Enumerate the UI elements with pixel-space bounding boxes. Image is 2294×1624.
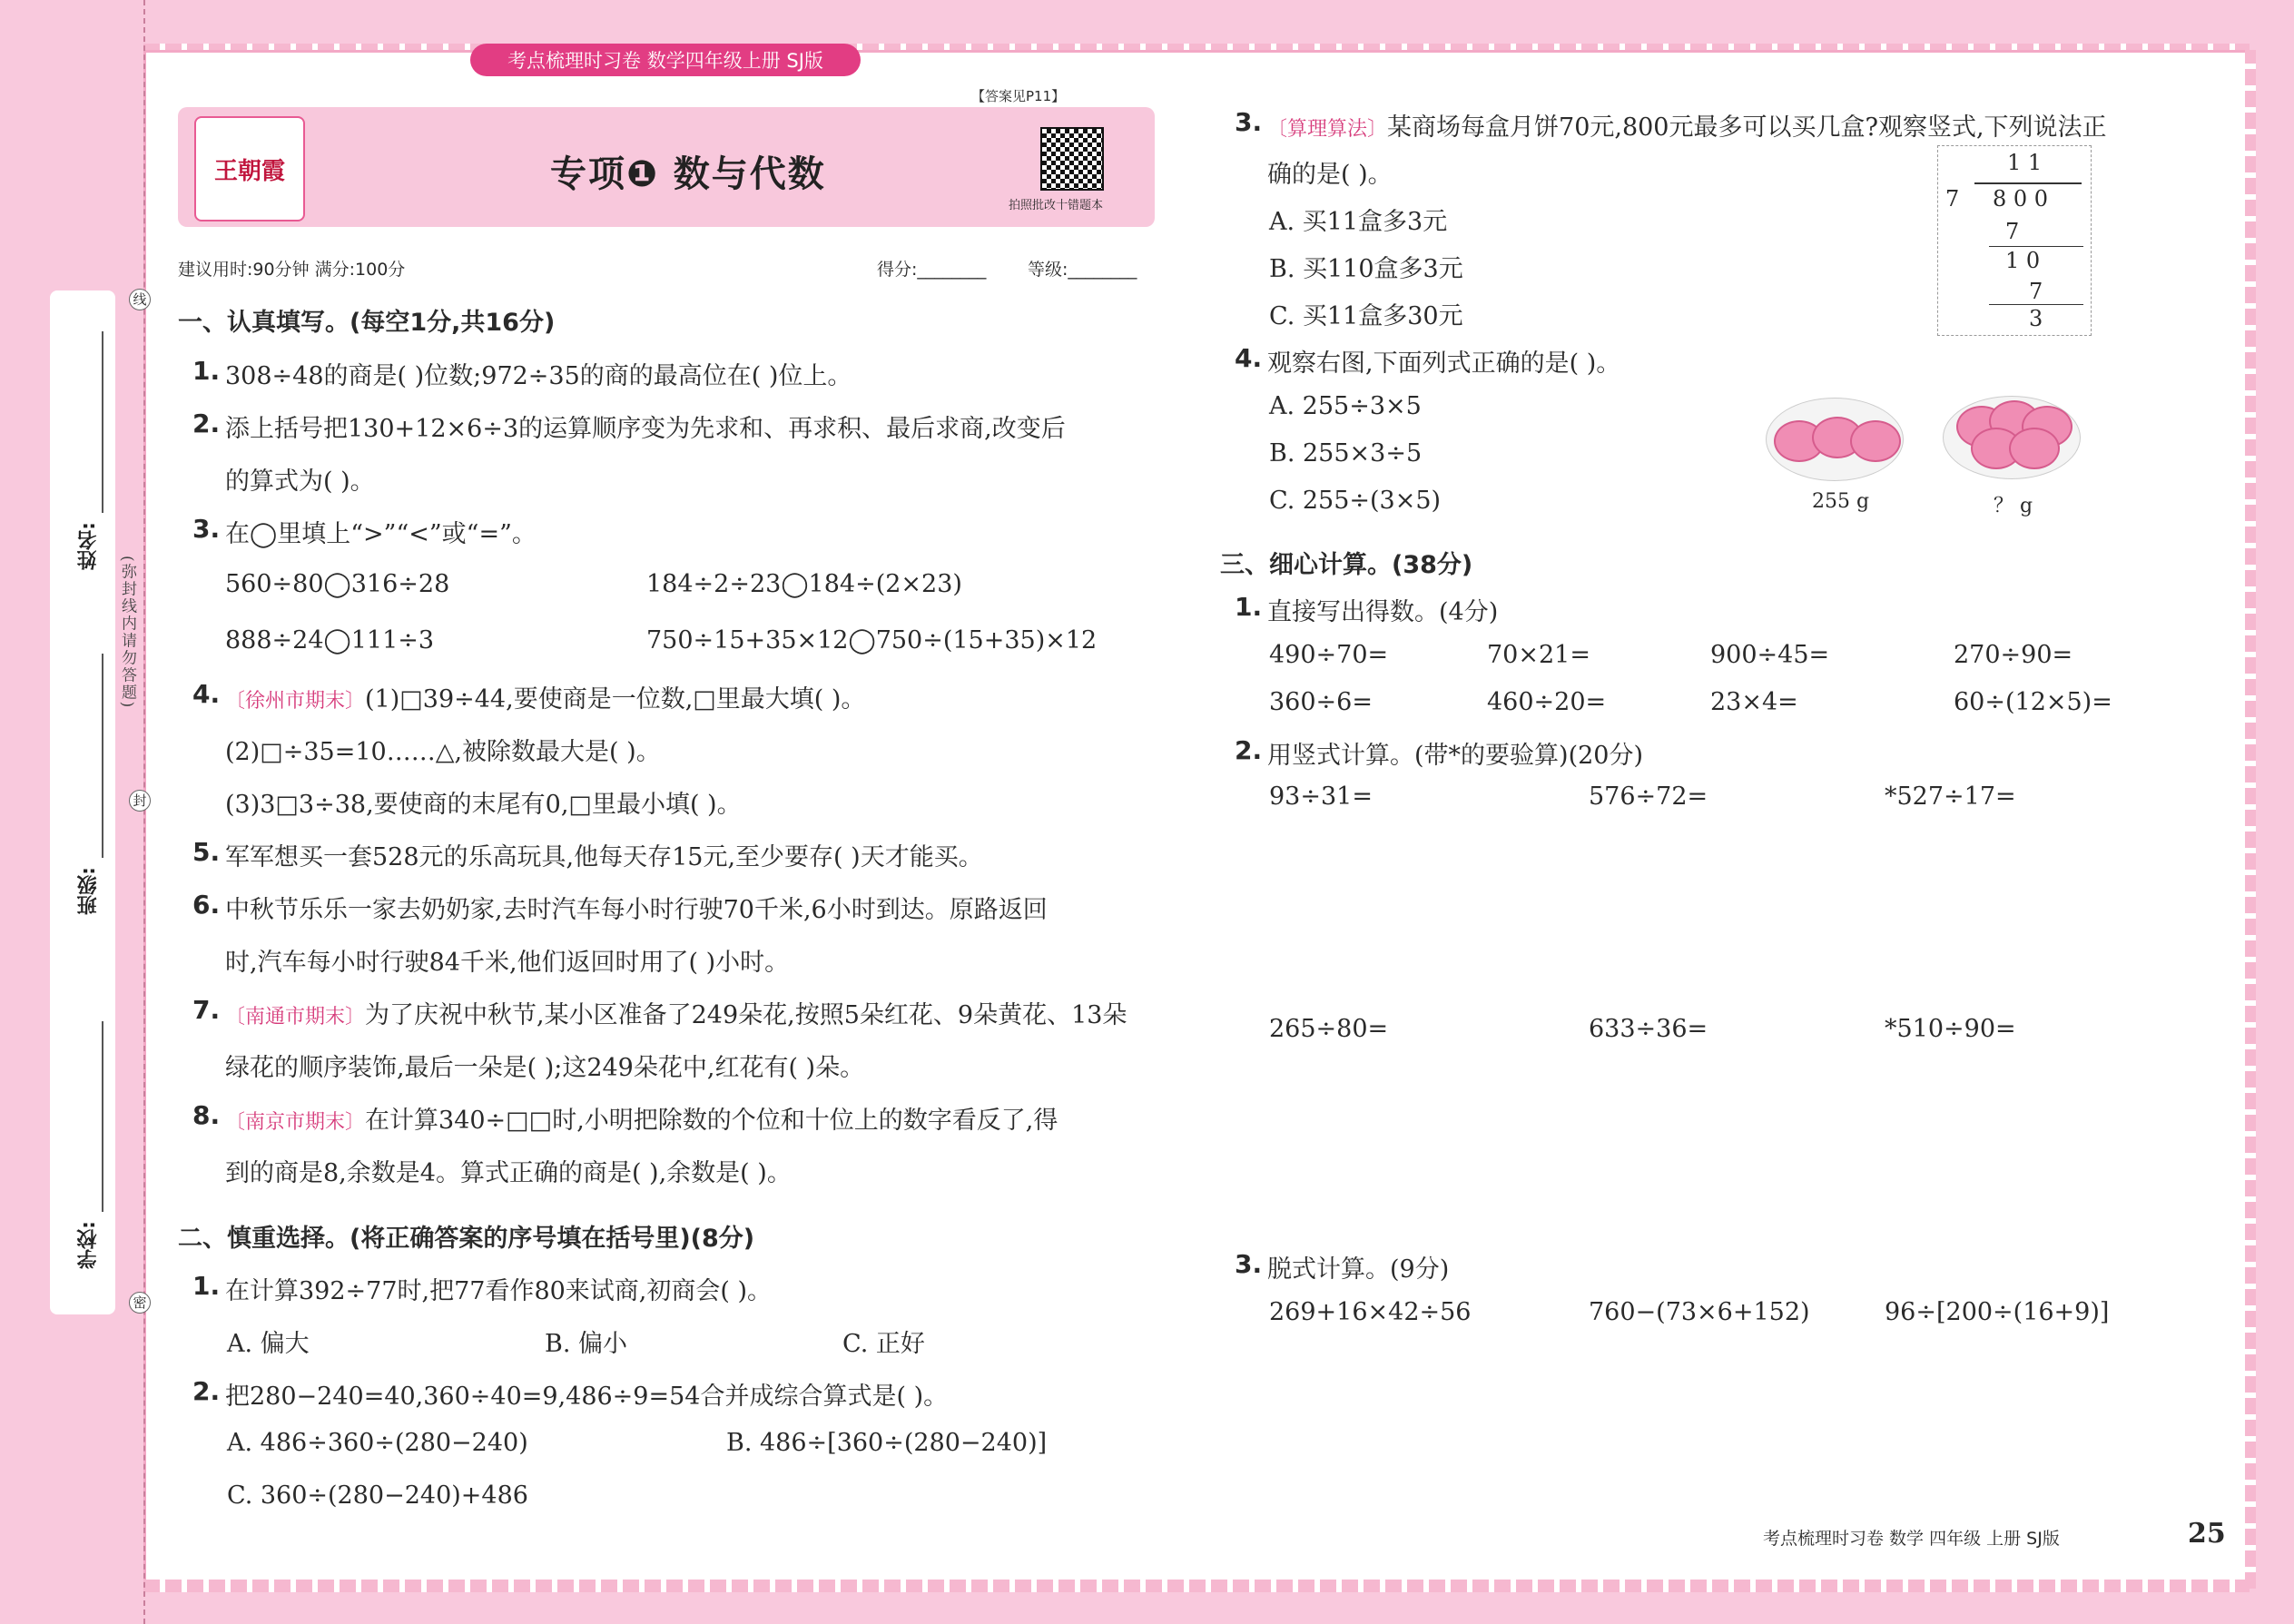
c2-option-c[interactable]: C. 360÷(280−240)+486: [227, 1481, 528, 1510]
weight-label-1: 255 g: [1812, 490, 1870, 513]
binding-strip: [50, 290, 115, 1314]
q7-line1: [225, 995, 1127, 1030]
plate-5-mooncakes: [1943, 396, 2081, 479]
q8-line1: [225, 1100, 1058, 1136]
c1-option-c[interactable]: C. 正好: [842, 1330, 925, 1358]
c4-option-a[interactable]: A. 255÷3×5: [1269, 392, 1422, 420]
k1-item: 270÷90=: [1954, 641, 2073, 669]
k1-item: 70×21=: [1487, 641, 1590, 669]
q7-line2: 绿花的顺序装饰,最后一朵是( );这249朵花中,红花有( )朵。: [225, 1054, 865, 1082]
q3-item-a: 560÷80◯316÷28: [225, 570, 450, 598]
q7-tag: 〔南通市期末〕: [225, 1006, 366, 1029]
c3-text1: 某商场每盒月饼70元,800元最多可以买几盒?观察竖式,下列说法正: [1387, 113, 2107, 142]
k2-item: *527÷17=: [1885, 782, 2016, 811]
k2-number: 2.: [1235, 735, 1263, 765]
mooncake-icon: [1850, 420, 1901, 462]
q3-text: 在◯里填上“>”“<”或“=”。: [225, 520, 537, 548]
c1-option-b[interactable]: B. 偏小: [545, 1330, 628, 1358]
k2-item: *510÷90=: [1885, 1015, 2016, 1043]
score-field[interactable]: 得分:________: [877, 260, 987, 280]
ld-row4: 3: [2029, 306, 2043, 331]
k1-item: 490÷70=: [1269, 641, 1389, 669]
q8-text1: 在计算340÷□□时,小明把除数的个位和十位上的数字看反了,得: [365, 1107, 1058, 1135]
section-2-title: 二、慎重选择。(将正确答案的序号填在括号里)(8分): [178, 1225, 755, 1253]
section-3-title: 三、细心计算。(38分): [1220, 551, 1473, 579]
q8-tag: 〔南京市期末〕: [225, 1111, 366, 1134]
k3-item: 760−(73×6+152): [1589, 1298, 1810, 1326]
time-and-score-info: 建议用时:90分钟 满分:100分: [178, 260, 406, 280]
ld-rule2: [1989, 304, 2083, 305]
ld-divisor: 7: [1945, 186, 1960, 212]
c2-text: 把280−240=40,360÷40=9,486÷9=54合并成综合算式是( )。: [225, 1383, 949, 1411]
c2-number: 2.: [192, 1376, 221, 1406]
seal-char-seal: 封: [129, 790, 151, 812]
c1-text: 在计算392÷77时,把77看作80来试商,初商会( )。: [225, 1277, 773, 1305]
k1-item: 460÷20=: [1487, 688, 1607, 716]
q4-part1: (1)□39÷44,要使商是一位数,□里最大填( )。: [365, 685, 866, 714]
ld-bracket: [1974, 182, 2082, 184]
ld-row3: 7: [2029, 279, 2043, 304]
school-line[interactable]: [102, 1021, 103, 1212]
q4-part3: (3)3□3÷38,要使商的末尾有0,□里最小填( )。: [225, 791, 742, 819]
c4-option-c[interactable]: C. 255÷(3×5): [1269, 487, 1442, 515]
k1-item: 60÷(12×5)=: [1954, 688, 2112, 716]
q6-line1: 中秋节乐乐一家去奶奶家,去时汽车每小时行驶70千米,6小时到达。原路返回: [225, 896, 1048, 924]
q5-number: 5.: [192, 837, 221, 867]
k3-text: 脱式计算。(9分): [1267, 1255, 1450, 1284]
class-line[interactable]: [102, 654, 103, 858]
c3-line1: [1267, 107, 2107, 143]
k1-item: 900÷45=: [1710, 641, 1830, 669]
q3-item-d: 750÷15+35×12◯750÷(15+35)×12: [646, 626, 1098, 655]
plate-3-mooncakes: [1766, 398, 1904, 481]
grade-field[interactable]: 等级:________: [1028, 260, 1137, 280]
q2-line1: 添上括号把130+12×6÷3的运算顺序变为先求和、再求积、最后求商,改变后: [225, 415, 1066, 443]
series-banner: 考点梳理时习卷 数学四年级上册 SJ版: [470, 44, 861, 76]
right-border: [2245, 50, 2256, 1589]
name-line[interactable]: [102, 331, 103, 513]
k2-text: 用竖式计算。(带*的要验算)(20分): [1267, 742, 1643, 770]
q4-tag: 〔徐州市期末〕: [225, 690, 366, 713]
c3-line2: 确的是( )。: [1267, 161, 1393, 189]
q1-number: 1.: [192, 356, 221, 386]
q2-number: 2.: [192, 408, 221, 438]
q3-item-b: 184÷2÷23◯184÷(2×23): [646, 570, 962, 598]
school-label: 学校:: [77, 1221, 100, 1269]
ld-row2: 1 0: [2005, 248, 2041, 273]
brand-logo: [194, 116, 305, 221]
class-label: 班级:: [77, 867, 100, 915]
k3-item: 269+16×42÷56: [1269, 1298, 1472, 1326]
c2-option-b[interactable]: B. 486÷[360÷(280−240)]: [726, 1429, 1048, 1457]
logo-text: 王朝霞: [213, 157, 285, 185]
mooncake-icon: [2009, 428, 2060, 469]
seal-note: (弥封线内请勿答题): [118, 556, 136, 710]
long-division-diagram: [1937, 145, 2092, 336]
q8-line2: 到的商是8,余数是4。算式正确的商是( ),余数是( )。: [225, 1159, 792, 1187]
c4-text: 观察右图,下面列式正确的是( )。: [1267, 349, 1621, 378]
c4-number: 4.: [1235, 343, 1263, 373]
q2-line2: 的算式为( )。: [225, 468, 375, 496]
q5-text: 军军想买一套528元的乐高玩具,他每天存15元,至少要存( )天才能买。: [225, 843, 983, 871]
q4-line1: [225, 679, 865, 714]
k3-number: 3.: [1235, 1249, 1263, 1279]
c2-option-a[interactable]: A. 486÷360÷(280−240): [227, 1429, 528, 1457]
bottom-border: [143, 1580, 2250, 1592]
q8-number: 8.: [192, 1100, 221, 1130]
k1-number: 1.: [1235, 592, 1263, 622]
page-number: 25: [2188, 1518, 2226, 1550]
q4-number: 4.: [192, 679, 221, 709]
page-title: 专项❶ 数与代数: [550, 153, 826, 195]
header-box: [178, 107, 1155, 227]
k2-item: 265÷80=: [1269, 1015, 1389, 1043]
k1-item: 23×4=: [1710, 688, 1798, 716]
ld-dividend: 8 0 0: [1993, 186, 2049, 212]
k2-item: 93÷31=: [1269, 782, 1373, 811]
c1-option-a[interactable]: A. 偏大: [227, 1330, 310, 1358]
weight-label-2: ？ g: [1994, 495, 2033, 517]
c1-number: 1.: [192, 1271, 221, 1301]
k3-item: 96÷[200÷(16+9)]: [1885, 1298, 2110, 1326]
k2-item: 633÷36=: [1589, 1015, 1708, 1043]
qr-caption: 拍照批改十错题本: [1009, 199, 1104, 212]
q4-part2: (2)□÷35=10……△,被除数最大是( )。: [225, 738, 661, 766]
name-label: 姓名:: [77, 522, 100, 570]
c3-option-b[interactable]: B. 买110盒多3元: [1269, 255, 1463, 283]
q7-number: 7.: [192, 995, 221, 1025]
q7-text1: 为了庆祝中秋节,某小区准备了249朵花,按照5朵红花、9朵黄花、13朵: [365, 1001, 1127, 1029]
seal-char-line: 线: [129, 289, 151, 310]
q1-text: 308÷48的商是( )位数;972÷35的商的最高位在( )位上。: [225, 362, 852, 390]
ld-quotient: 1 1: [2007, 150, 2043, 175]
q3-number: 3.: [192, 514, 221, 544]
c4-option-b[interactable]: B. 255×3÷5: [1269, 439, 1423, 468]
k1-item: 360÷6=: [1269, 688, 1373, 716]
k2-item: 576÷72=: [1589, 782, 1708, 811]
k1-text: 直接写出得数。(4分): [1267, 598, 1499, 626]
ld-row1: 7: [2005, 219, 2020, 244]
q3-item-c: 888÷24◯111÷3: [225, 626, 435, 655]
c3-tag: 〔算理算法〕: [1267, 118, 1388, 141]
qr-code[interactable]: [1040, 127, 1104, 191]
c3-option-a[interactable]: A. 买11盒多3元: [1269, 208, 1448, 236]
binding-dash-line: [143, 0, 145, 1624]
footer-series: 考点梳理时习卷 数学 四年级 上册 SJ版: [1763, 1529, 2060, 1549]
seal-char-secret: 密: [129, 1292, 151, 1314]
c3-number: 3.: [1235, 107, 1263, 137]
section-1-title: 一、认真填写。(每空1分,共16分): [178, 309, 556, 337]
q6-line2: 时,汽车每小时行驶84千米,他们返回时用了( )小时。: [225, 949, 790, 977]
answer-reference: 【答案见P11】: [971, 88, 1066, 104]
c3-option-c[interactable]: C. 买11盒多30元: [1269, 302, 1463, 330]
ld-rule1: [1989, 246, 2083, 247]
q6-number: 6.: [192, 890, 221, 920]
